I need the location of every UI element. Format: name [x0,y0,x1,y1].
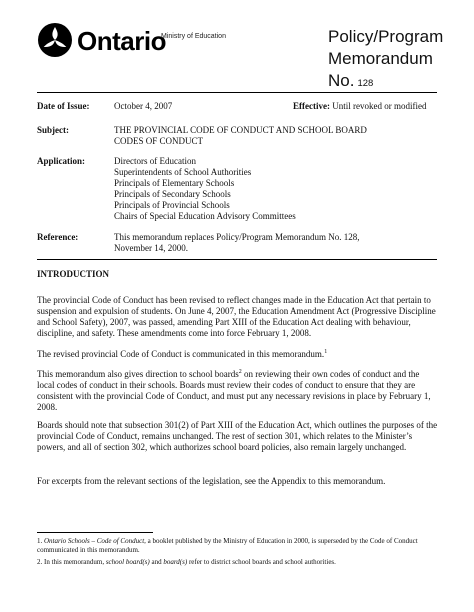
paragraph-text: This memorandum also gives direction to school boards [37,369,239,379]
reference-line: November 14, 2000. [114,243,188,253]
reference-value [114,232,434,254]
application-list [114,156,434,222]
application-item: Chairs of Special Education Advisory Committees [114,211,296,221]
document-number-value: 128 [357,78,374,89]
footnote-text: In this memorandum, [44,558,106,566]
document-type-line2: Memorandum [328,49,433,68]
footnote-title: Ontario Schools – Code of Conduct [44,537,145,545]
effective-value: Until revoked or modified [332,101,427,111]
document-type-line1: Policy/Program [328,27,444,46]
date-value: October 4, 2007 [114,101,173,111]
application-item: Directors of Education [114,156,196,166]
meta-divider [37,259,437,260]
paragraph [37,349,439,360]
footnote-term: board(s) [163,558,188,566]
header-divider [37,92,437,93]
ontario-logo [37,22,187,62]
ministry-name: Ministry of Education [161,33,226,40]
application-item: Superintendents of School Authorities [114,167,252,177]
date-label: Date of Issue: [37,101,90,111]
subject-value [114,125,434,147]
paragraph-text: on reviewing their own codes of conduct and the local codes of conduct in their schools. Boards must review their codes of conduct to ensure that they are consistent with the provincial Code of Conduct, and must put any necessary revisions in place by February 1, 2008. [37,369,431,412]
footnote-2 [37,558,439,567]
paragraph: Boards should note that subsection 301(2) of Part XIII of the Education Act, which outlines the purposes of the provincial Code of Conduct, remains unchanged. The rest of section 301, which relates to the Minister’s powers, and all of section 302, which authorizes school board policies, also remain largely unchanged. [37,420,438,452]
application-item: Principals of Secondary Schools [114,189,231,199]
application-item: Principals of Provincial Schools [114,200,230,210]
document-type [328,26,443,95]
paragraph: The provincial Code of Conduct has been revised to reflect changes made in the Education Act that pertain to suspension and expulsion of students. On June 4, 2007, the Education Amendment Act (Progressive Discipline and School Safety), 2007, was passed, amending Part XIII of the Education Act dealing with behaviour, discipline, and safety. These amendments come into force February 1, 2008. [37,295,436,338]
subject-line: THE PROVINCIAL CODE OF CONDUCT AND SCHOOL BOARD [114,125,367,135]
ontario-trillium-icon [37,22,73,58]
application-item: Principals of Elementary Schools [114,178,235,188]
footnote-text: refer to district school boards and school authorities. [187,558,336,566]
footnote-term: school board(s) [105,558,150,566]
reference-line: This memorandum replaces Policy/Program Memorandum No. 128, [114,232,360,242]
effective [293,101,426,112]
application-label: Application: [37,156,86,166]
effective-label: Effective: [293,101,330,111]
paragraph: For excerpts from the relevant sections of the legislation, see the Appendix to this memorandum. [37,476,386,486]
document-number-label: No. [328,71,355,90]
footnote-1 [37,537,439,555]
footnote-ref: 2 [238,369,242,375]
section-heading: INTRODUCTION [37,269,110,279]
footnote-ref: 1 [324,349,328,355]
subject-line: CODES OF CONDUCT [114,136,204,146]
logo-wordmark: Ontario [77,26,166,56]
footnote-number: 2. [37,558,43,566]
reference-label: Reference: [37,232,79,242]
footnote-divider [37,532,153,533]
footnote-number: 1. [37,537,43,545]
footnote-text: and [149,558,164,566]
paragraph-text: The revised provincial Code of Conduct is communicated in this memorandum. [37,349,325,359]
subject-label: Subject: [37,125,69,135]
paragraph [37,369,439,413]
footnote-text: , a booklet published by the Ministry of Education in 2000, is superseded by the Code of Conduct communicated in this memorandum. [37,537,418,554]
